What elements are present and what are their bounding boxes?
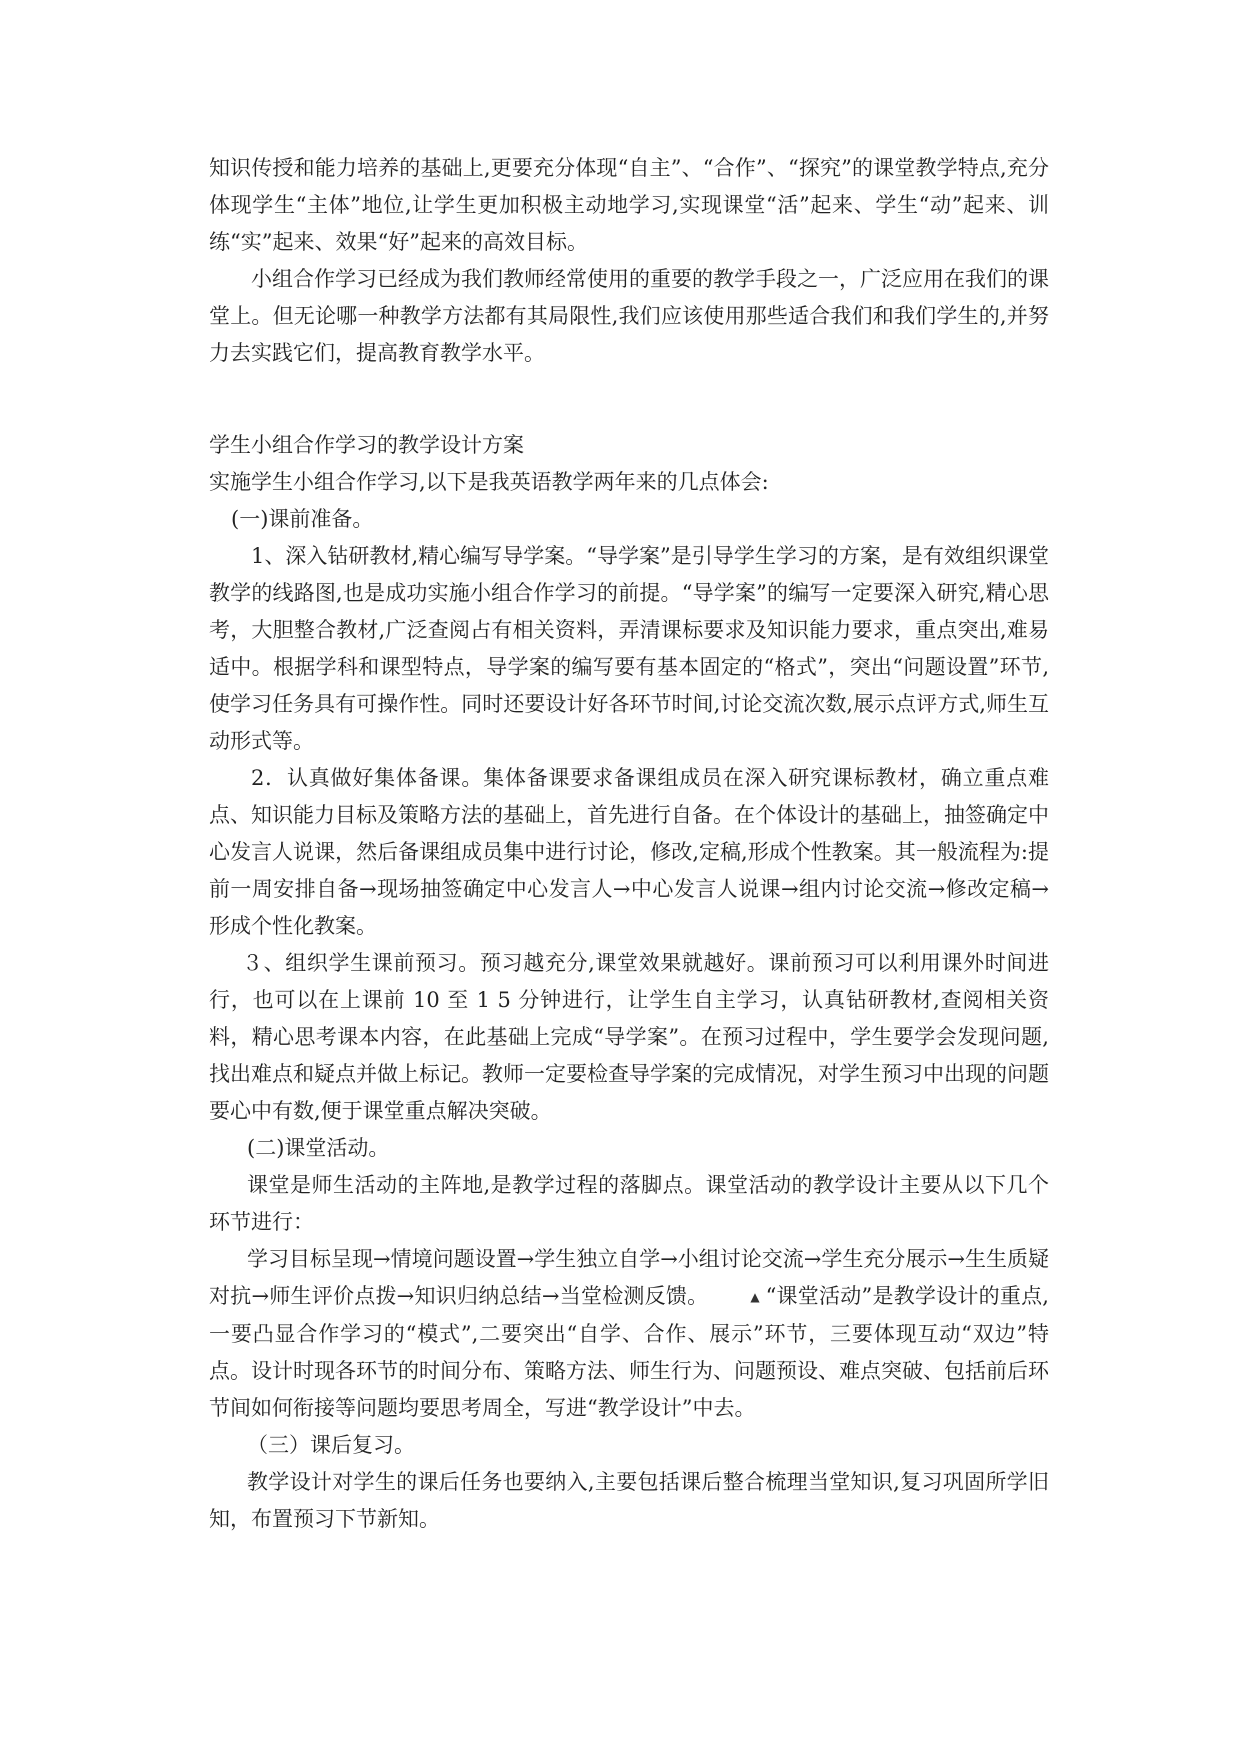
design-lead: 实施学生小组合作学习,以下是我英语教学两年来的几点体会: <box>209 470 769 494</box>
section1-item-3: ３、组织学生课前预习。预习越充分,课堂效果就越好。课前预习可以利用课外时间进行，也可以在上课前 10 至 1 5 分钟进行，让学生自主学习，认真钻研教材,查阅相关资料，精心思考课本内容，在此基础上完成“导学案”。在预习过程中，学生要学会发现问题,找出难点和疑点并做上标记。教师一定要检查导学案的完成情况，对学生预习中出现的问题要心中有数,便于课堂重点解决突破。 <box>209 951 1049 1123</box>
section3-paragraph-1: 教学设计对学生的课后任务也要纳入,主要包括课后整合梳理当堂知识,复习巩固所学旧知，布置预习下节新知。 <box>209 1470 1049 1531</box>
intro-paragraph-2: 小组合作学习已经成为我们教师经常使用的重要的教学手段之一，广泛应用在我们的课堂上。但无论哪一种教学方法都有其局限性,我们应该使用那些适合我们和我们学生的,并努力去实践它们，提高教育教学水平。 <box>209 267 1049 365</box>
section1-item-2: 2．认真做好集体备课。集体备课要求备课组成员在深入研究课标教材，确立重点难点、知识能力目标及策略方法的基础上，首先进行自备。在个体设计的基础上，抽签确定中心发言人说课，然后备课组成员集中进行讨论，修改,定稿,形成个性教案。其一般流程为:提前一周安排自备→现场抽签确定中心发言人→中心发言人说课→组内讨论交流→修改定稿→形成个性化教案。 <box>209 766 1049 938</box>
section-spacer <box>209 372 1049 427</box>
section3-heading: （三）课后复习。 <box>247 1433 415 1457</box>
activity-note-text: “课堂活动”是教学设计的重点,一要凸显合作学习的“模式”,二要突出“自学、合作、展示”环节，三要体现互动“双边”特点。设计时现各环节的时间分布、策略方法、师生行为、问题预设、难点突破、包括前后环节间如何衔接等问题均要思考周全，写进“教学设计”中去。 <box>209 1284 1049 1420</box>
activity-flow-text: 学习目标呈现→情境问题设置→学生独立自学→小组讨论交流→学生充分展示→生生质疑对抗→师生评价点拨→知识归纳总结→当堂检测反馈。 <box>209 1247 1049 1308</box>
design-title: 学生小组合作学习的教学设计方案 <box>209 433 524 457</box>
section2-heading: (二)课堂活动。 <box>247 1136 390 1160</box>
section2-paragraph-2 <box>209 1241 1049 1427</box>
small-triangle-mark-icon: ▲ <box>750 1290 760 1304</box>
section1-item-1: 1、深入钻研教材,精心编写导学案。“导学案”是引导学生学习的方案，是有效组织课堂教学的线路图,也是成功实施小组合作学习的前提。“导学案”的编写一定要深入研究,精心思考，大胆整合教材,广泛查阅占有相关资料，弄清课标要求及知识能力要求，重点突出,难易适中。根据学科和课型特点，导学案的编写要有基本固定的“格式”，突出“问题设置”环节,使学习任务具有可操作性。同时还要设计好各环节时间,讨论交流次数,展示点评方式,师生互动形式等。 <box>209 544 1049 753</box>
document-body <box>209 150 1049 1538</box>
section2-paragraph-1: 课堂是师生活动的主阵地,是教学过程的落脚点。课堂活动的教学设计主要从以下几个环节进行： <box>209 1173 1050 1234</box>
section1-heading: (一)课前准备。 <box>231 507 374 531</box>
intro-paragraph-1: 知识传授和能力培养的基础上,更要充分体现“自主”、“合作”、“探究”的课堂教学特点,充分体现学生“主体”地位,让学生更加积极主动地学习,实现课堂“活”起来、学生“动”起来、训练“实”起来、效果“好”起来的高效目标。 <box>209 156 1049 254</box>
